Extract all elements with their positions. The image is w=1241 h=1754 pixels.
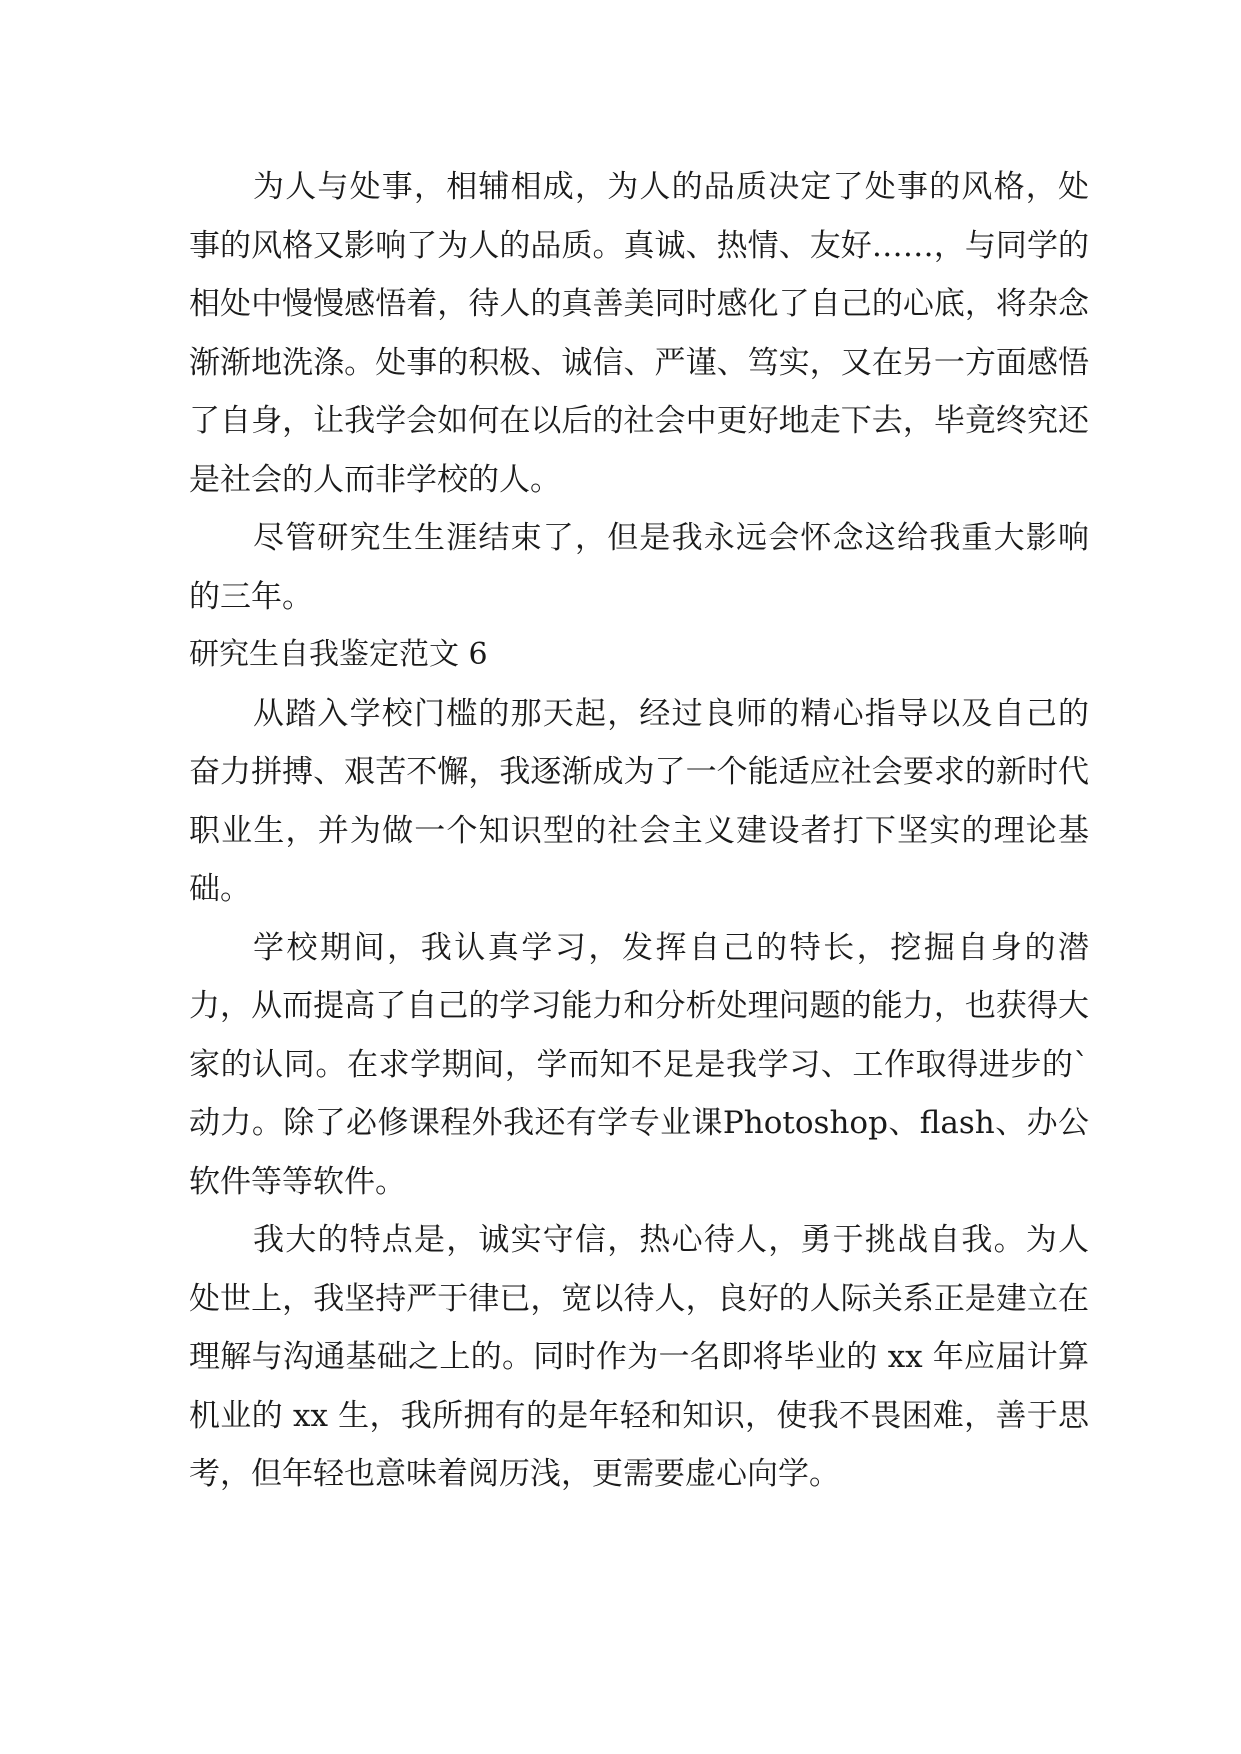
paragraph-study: 学校期间，我认真学习，发挥自己的特长，挖掘自身的潜力，从而提高了自己的学习能力和分析处理问题的能力，也获得大家的认同。在求学期间，学而知不足是我学习、工作取得进步的`动力。除了必修课程外我还有学专业课Photoshop、flash、办公软件等等软件。 — [189, 929, 1089, 1200]
paragraph-intro: 从踏入学校门槛的那天起，经过良师的精心指导以及自己的奋力拼搏、艰苦不懈，我逐渐成为了一个能适应社会要求的新时代职业生，并为做一个知识型的社会主义建设者打下坚实的理论基础。 — [189, 695, 1089, 907]
section-heading: 研究生自我鉴定范文 6 — [189, 637, 488, 672]
paragraph-traits: 我大的特点是，诚实守信，热心待人，勇于挑战自我。为人处世上，我坚持严于律已，宽以待人，良好的人际关系正是建立在理解与沟通基础之上的。同时作为一名即将毕业的 xx 年应届计算机业的 xx 生，我所拥有的是年轻和知识，使我不畏困难，善于思考，但年轻也意味着阅历浅，更需要虚心向学。 — [189, 1222, 1089, 1492]
document-body — [189, 158, 1089, 1504]
paragraph-character: 为人与处事，相辅相成，为人的品质决定了处事的风格，处事的风格又影响了为人的品质。真诚、热情、友好……，与同学的相处中慢慢感悟着，待人的真善美同时感化了自己的心底，将杂念渐渐地洗涤。处事的积极、诚信、严谨、笃实，又在另一方面感悟了自身，让我学会如何在以后的社会中更好地走下去，毕竟终究还是社会的人而非学校的人。 — [189, 169, 1089, 498]
paragraph-farewell: 尽管研究生生涯结束了，但是我永远会怀念这给我重大影响的三年。 — [189, 520, 1089, 615]
